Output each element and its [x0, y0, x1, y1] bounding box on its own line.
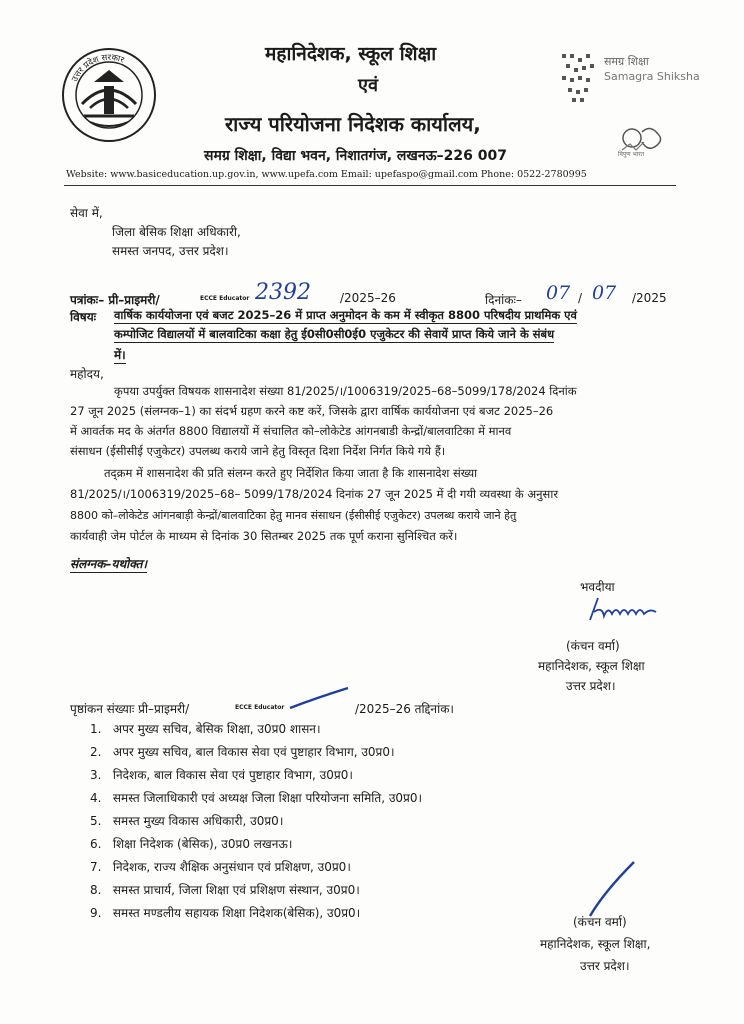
nipun-label: निपुण भारत — [618, 151, 645, 158]
header-divider — [64, 185, 676, 186]
header-contact-line: Website: www.basiceducation.up.gov.in, www.upefa.com Email: upefaspo@gmail.com Phone: 0522-2780995 — [66, 169, 587, 180]
list-item: 2. अपर मुख्य सचिव, बाल विकास सेवा एवं पुष्टाहार विभाग, उ0प्र0। — [90, 745, 395, 759]
recipient-line-1: सेवा में, — [70, 206, 103, 220]
list-item: 9. समस्त मण्डलीय सहायक शिक्षा निदेशक(बेसिक), उ0प्र0। — [90, 906, 361, 920]
para1-line-4: संसाधन (ईसीसीई एजुकेटर) उपलब्ध कराये जाने हेतु विस्तृत दिशा निर्देश निर्गत किये गये हैं। — [70, 444, 446, 458]
list-item: 3. निदेशक, बाल विकास सेवा एवं पुष्टाहार विभाग, उ0प्र0। — [90, 768, 353, 782]
date-month-handwritten: 07 — [592, 282, 617, 304]
reference-year: /2025–26 — [340, 291, 396, 305]
signatory-name-1: (कंचन वर्मा) — [566, 639, 620, 653]
header-address: समग्र शिक्षा, विद्या भवन, निशातगंज, लखनऊ–226 007 — [204, 148, 507, 164]
recipient-line-2: जिला बेसिक शिक्षा अधिकारी, — [112, 225, 241, 239]
svg-text:उत्तर प्रदेश सरकार: उत्तर प्रदेश सरकार — [70, 52, 126, 84]
date-day-handwritten: 07 — [546, 282, 571, 304]
endorsement-label: पृष्ठांकन संख्याः प्री–प्राइमरी/ — [70, 702, 190, 716]
salutation: महोदय, — [70, 367, 104, 381]
para2-line-3: 8800 को–लोकेटेड आंगनबाड़ी केन्द्रों/बालवाटिका हेतु मानव संसाधन (ईसीसीई एजुकेटर) उपलब्ध कराये जाने हेतु — [70, 509, 517, 522]
reference-label: पत्रांकः– प्री–प्राइमरी/ — [70, 293, 160, 307]
subject-line-1: वार्षिक कार्ययोजना एवं बजट 2025–26 में प्राप्त अनुमोदन के कम में स्वीकृत 8800 परिषदीय प्राथमिक एवं — [114, 308, 577, 322]
signatory-designation-1: महानिदेशक, स्कूल शिक्षा — [538, 659, 645, 673]
header-title-1: महानिदेशक, स्कूल शिक्षा — [265, 43, 437, 65]
endorsement-handwritten-stroke — [286, 684, 352, 712]
list-item: 6. शिक्षा निदेशक (बेसिक), उ0प्र0 लखनऊ। — [90, 837, 293, 851]
date-sep: / — [578, 291, 583, 305]
header-title-2: एवं — [358, 75, 378, 96]
closing-bhavdiya: भवदीया — [580, 580, 615, 594]
subject-label: विषयः — [70, 310, 97, 324]
signatory-name-2: (कंचन वर्मा) — [573, 915, 627, 929]
samagra-hindi-label: समग्र शिक्षा — [604, 55, 649, 68]
date-year: /2025 — [632, 291, 667, 305]
samagra-english-label: Samagra Shiksha — [604, 70, 700, 83]
recipient-line-3: समस्त जनपद, उत्तर प्रदेश। — [112, 244, 229, 258]
para2-line-4: कार्यवाही जेम पोर्टल के माध्यम से दिनांक 30 सितम्बर 2025 तक पूर्ण कराना सुनिश्चित करें। — [70, 529, 458, 543]
para1-line-2: 27 जून 2025 (संलग्नक–1) का संदर्भ ग्रहण करने कष्ट करें, जिसके द्वारा वार्षिक कार्ययोजना एवं बजट 2025–26 — [70, 404, 554, 418]
para2-line-1: तद्क्रम में शासनादेश की प्रति संलग्न करते हुए निर्देशित किया जाता है कि शासनादेश संख्या — [104, 466, 478, 480]
para1-line-1: कृपया उपर्युक्त विषयक शासनादेश संख्या 81/2025/।/1006319/2025–68–5099/178/2024 दिनांक — [114, 384, 577, 398]
signature-handwritten-2 — [584, 858, 640, 920]
list-item: 8. समस्त प्राचार्य, जिला शिक्षा एवं प्रशिक्षण संस्थान, उ0प्र0। — [90, 883, 360, 897]
endorsement-ecce-tag: ECCE Educator — [235, 704, 285, 711]
nipun-bharat-logo-icon — [612, 120, 672, 166]
signatory-state-2: उत्तर प्रदेश। — [580, 959, 630, 973]
endorsement-year: /2025–26 तद्दिनांक। — [355, 702, 454, 716]
header-title-3: राज्य परियोजना निदेशक कार्यालय, — [225, 112, 481, 136]
signatory-designation-2: महानिदेशक, स्कूल शिक्षा, — [540, 937, 651, 951]
subject-line-2: कम्पोजिट विद्यालयों में बालवाटिका कक्षा हेतु ई0सी0सी0ई0 एजुकेटर की सेवायें प्राप्त किये जाने के संबंध — [114, 327, 555, 341]
date-label: दिनांकः– — [485, 293, 522, 307]
para1-line-3: में आवर्तक मद के अंतर्गत 8800 विद्यालयों में संचालित को–लोकेटेड आंगनबाडी केन्द्रों/बालवाटिका में मानव — [70, 424, 512, 438]
para2-line-2: 81/2025/।/1006319/2025–68– 5099/178/2024 दिनांक 27 जून 2025 में दी गयी व्यवस्था के अनुसार — [70, 487, 559, 501]
reference-number-handwritten: 2392 — [255, 280, 311, 305]
reference-ecce-tag: ECCE Educator — [200, 295, 250, 302]
subject-line-3: में। — [114, 348, 126, 362]
list-item: 1. अपर मुख्य सचिव, बेसिक शिक्षा, उ0प्र0 शासन। — [90, 722, 321, 736]
enclosure-label: संलग्नक–यथोक्त। — [70, 557, 148, 571]
emblem-caption — [60, 46, 158, 144]
list-item: 4. समस्त जिलाधिकारी एवं अध्यक्ष जिला शिक्षा परियोजना समिति, उ0प्र0। — [90, 791, 423, 805]
signature-handwritten-1 — [584, 594, 684, 628]
list-item: 5. समस्त मुख्य विकास अधिकारी, उ0प्र0। — [90, 814, 284, 828]
list-item: 7. निदेशक, राज्य शैक्षिक अनुसंधान एवं प्रशिक्षण, उ0प्र0। — [90, 860, 351, 874]
signatory-state-1: उत्तर प्रदेश। — [566, 679, 616, 693]
